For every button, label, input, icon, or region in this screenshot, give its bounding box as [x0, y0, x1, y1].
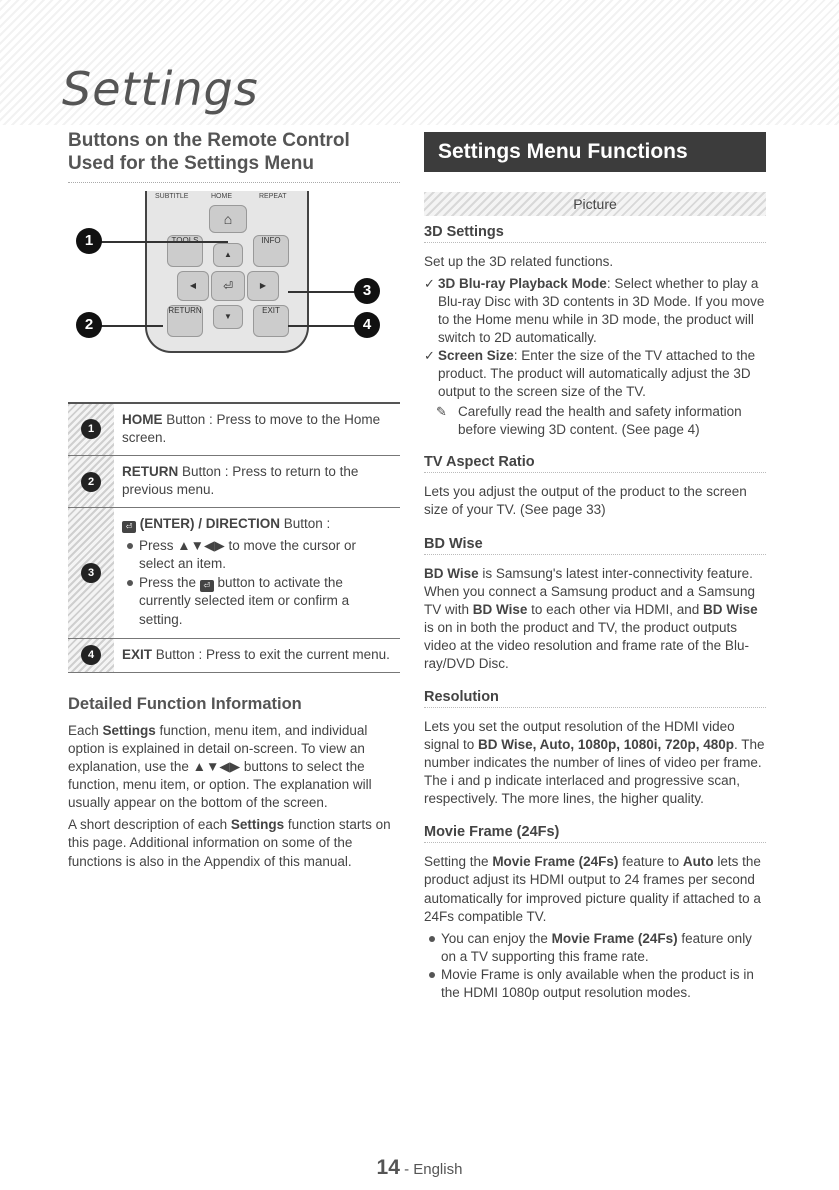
button-description-table [68, 402, 400, 673]
left-column [68, 130, 400, 875]
page-number: 14 - English [376, 1156, 463, 1179]
button-name: (ENTER) / DIRECTION [139, 516, 281, 532]
pencil-note-icon: ✎ [436, 403, 447, 419]
callout-2: 2 [76, 312, 102, 338]
row-number-badge: 4 [81, 645, 101, 665]
callout-line-3 [288, 291, 358, 293]
enter-icon: ⏎ [122, 521, 136, 533]
text-movie-frame: Setting the Movie Frame (24Fs) feature to Auto lets the product adjust its HDMI output to 24 frames per second automatically for improved picture quality if attached to a 24Fs compatible TV. [424, 854, 761, 924]
detailed-paragraph-2: A short description of each Settings function starts on this page. Additional information on some of the functions is also in the Appendix of this manual. [68, 817, 391, 869]
button-description: Button : Press to exit the current menu. [152, 646, 390, 662]
callout-4: 4 [354, 312, 380, 338]
button-name: RETURN [122, 464, 179, 480]
right-column [424, 130, 766, 1003]
callout-3: 3 [354, 278, 380, 304]
remote-label-repeat: REPEAT [259, 192, 287, 200]
bullet-list [424, 930, 766, 1002]
home-button-icon: ⌂ [209, 205, 247, 233]
callout-line-1 [88, 241, 228, 243]
callout-1: 1 [76, 228, 102, 254]
return-button: RETURN [167, 305, 203, 337]
detailed-paragraph-1: Each Settings function, menu item, and individual option is explained in detail on-screen. To view an explanation, use the ▲▼◀▶ buttons to select the function, menu item, or option. The explanation will usually appear on the bottom of the screen. [68, 723, 372, 811]
list-item: ✓ 3D Blu-ray Playback Mode: Select whether to play a Blu-ray Disc with 3D contents in 3D Mode. If you move to the Home menu while in 3D mode, the product will switch to 2D automatically. [424, 276, 765, 345]
row-number-badge: 1 [81, 419, 101, 439]
check-icon: ✓ [424, 276, 435, 292]
detailed-heading: Detailed Function Information [68, 695, 302, 713]
button-description: Button : [280, 516, 331, 532]
remote-label-subtitle: SUBTITLE [155, 192, 189, 200]
button-description: Button : Press to return to the previous menu. [122, 464, 359, 498]
text-resolution: Lets you set the output resolution of the HDMI video signal to BD Wise, Auto, 1080p, 1080i, 720p, 480p. The number indicates the number of lines of video per frame. The i and p indicate interlaced and progressive scan, respectively. The more lines, the higher quality. [424, 719, 765, 807]
left-arrow-icon: ◀ [177, 271, 209, 301]
list-item: Press ▲▼◀▶ to move the cursor or select an item. [139, 537, 394, 573]
table-row [68, 639, 400, 673]
heading-resolution: Resolution [424, 689, 766, 708]
down-arrow-icon: ▼ [213, 305, 243, 329]
remote-illustration [68, 191, 400, 386]
table-row [68, 404, 400, 456]
button-name: HOME [122, 411, 163, 427]
button-description: Button : Press to move to the Home screen. [122, 411, 381, 445]
table-row [68, 508, 400, 638]
tools-button [167, 235, 203, 267]
check-list [424, 275, 766, 401]
remote-label-home: HOME [211, 192, 232, 200]
right-arrow-icon: ▶ [247, 271, 279, 301]
callout-line-4 [288, 325, 358, 327]
heading-3d-settings: 3D Settings [424, 224, 766, 243]
button-name: EXIT [122, 646, 153, 662]
check-icon: ✓ [424, 348, 435, 364]
text-bd-wise: BD Wise is Samsung's latest inter-connectivity feature. When you connect a Samsung product and a Samsung TV with BD Wise to each other via HDMI, and BD Wise is on in both the product and TV, the product outputs video at the video resolution and frame rate of the Blu-ray/DVD Disc. [424, 565, 758, 671]
page-title: Settings [62, 62, 259, 116]
menu-functions-heading: Settings Menu Functions [424, 132, 766, 172]
heading-tv-aspect-ratio: TV Aspect Ratio [424, 454, 766, 473]
intro-3d-settings: Set up the 3D related functions. [424, 254, 614, 269]
list-item: You can enjoy the Movie Frame (24Fs) feature only on a TV supporting this frame rate. [441, 930, 766, 966]
list-item: Press the ⏎ button to activate the currently selected item or confirm a setting. [139, 574, 394, 629]
heading-movie-frame: Movie Frame (24Fs) [424, 824, 766, 843]
note: ✎ Carefully read the health and safety information before viewing 3D content. (See page 4) [436, 403, 742, 437]
enter-button-icon: ⏎ [211, 271, 245, 301]
text-tv-aspect-ratio: Lets you adjust the output of the product to the screen size of your TV. (See page 33) [424, 484, 747, 518]
list-item: Movie Frame is only available when the product is in the HDMI 1080p output resolution modes. [441, 966, 766, 1002]
table-row [68, 456, 400, 508]
row-number-badge: 2 [81, 472, 101, 492]
bullet-list [122, 537, 394, 629]
remote-control [145, 191, 309, 353]
list-item: ✓ Screen Size: Enter the size of the TV attached to the product. The product will automatically adjust the 3D output to the screen size of the TV. [424, 348, 756, 399]
enter-icon: ⏎ [200, 580, 214, 592]
heading-bd-wise: BD Wise [424, 536, 766, 555]
info-button: INFO [253, 235, 289, 267]
remote-section-heading: Buttons on the Remote Control Used for the Settings Menu [68, 130, 400, 183]
row-number-badge: 3 [81, 563, 101, 583]
category-bar: Picture [424, 192, 766, 216]
up-arrow-icon: ▲ [213, 243, 243, 267]
exit-button: EXIT [253, 305, 289, 337]
